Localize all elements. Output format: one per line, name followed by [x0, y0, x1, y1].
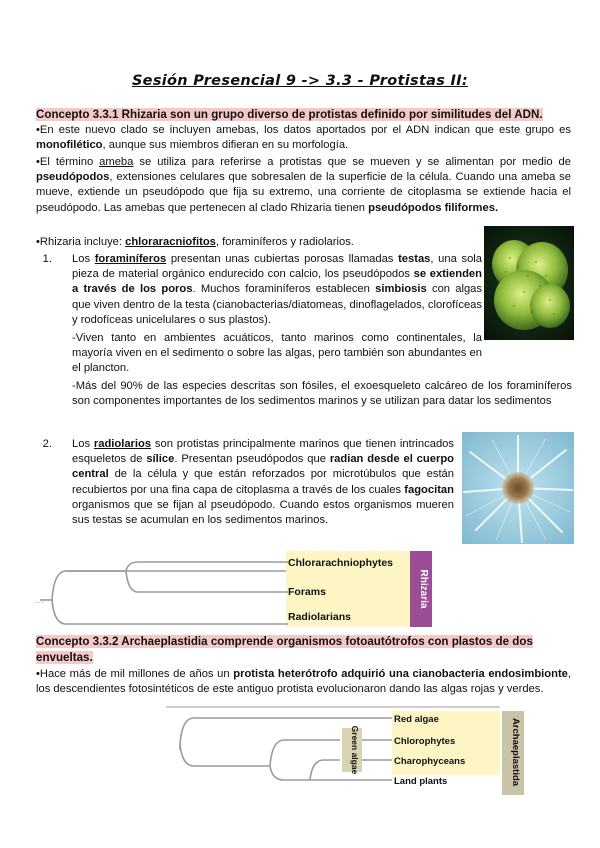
text-bold: radian desde el cuerpo central	[72, 453, 454, 481]
text-run: -Más del 90% de las especies descritas son fósiles, el exoesqueleto calcáreo de los foraminíferos son componentes importantes de los sedimentos marinos y se utilizan para datar los sedimentos	[72, 380, 572, 408]
foraminifera-photo	[484, 226, 574, 340]
text-bold: fagocitan	[404, 483, 454, 496]
text-run: •El término	[36, 156, 100, 168]
concept-2-heading	[36, 634, 571, 665]
list-item-foraminiferos-habitat	[72, 331, 482, 377]
tree2-clade-label: Archaeplastida	[510, 717, 521, 787]
text-run: son protistas principalmente marinos que tienen intrincados esqueletos de	[72, 438, 454, 466]
text-run: •Hace más de mil millones de años un	[36, 668, 234, 680]
list-number-2: 2.	[42, 438, 52, 450]
foraminifera-icon	[484, 226, 574, 340]
archaeplastida-phylogeny-tree	[160, 704, 532, 796]
text-bold: testas	[398, 253, 431, 265]
list-item-radiolarios	[72, 437, 454, 528]
text-run: . Presentan pseudópodos que	[174, 453, 330, 466]
text-bold: pseudópodos filiformes.	[368, 201, 499, 214]
radiolarian-icon	[462, 432, 574, 544]
text-bold: simbiosis	[375, 283, 427, 296]
tree2-taxon-land-plants: Land plants	[394, 776, 448, 787]
list-item-foraminiferos	[72, 252, 482, 328]
tree2-taxon-red-algae: Red algae	[394, 714, 439, 725]
tree1-taxon-radiolarians: Radiolarians	[288, 611, 352, 623]
tree1-taxon-chlorarachniophytes: Chlorarachniophytes	[288, 557, 394, 569]
text-run: •En este nuevo clado se incluyen amebas, los datos aportados por el ADN indican que este grupo es	[36, 124, 571, 136]
list-number-1: 1.	[42, 253, 52, 265]
text-run: se utiliza para referirse a protistas que se mueven y se alimentan por medio de	[133, 156, 571, 168]
text-run: , extensiones celulares que sobresalen de la superficie de la célula. Cuando una ameba se mueve, extiende un pseudópodo que fija su extremo, una corriente de citoplasma se extiende hacia el pseudópodo. Las amebas que pertenecen al clado Rhizaria tienen	[36, 171, 571, 214]
text-bold: pseudópodos	[36, 171, 110, 184]
concept-1-heading-text: Concepto 3.3.1 Rhizaria son un grupo diverso de protistas definido por similitudes del ADN.	[36, 108, 543, 121]
text-run: •Rhizaria incluye:	[36, 236, 126, 248]
tree2-group-label: Green algae	[350, 725, 360, 775]
rhizaria-phylogeny-tree	[30, 549, 440, 629]
page-title: Sesión Presencial 9 -> 3.3 - Protistas II:	[131, 73, 469, 89]
text-run: con algas que viven dentro de la testa (cianobacterias/diatomeas, dinoflagelados, clorofíceas y rodofíceas unicelulares o sus plastos).	[72, 283, 483, 326]
text-run: presentan unas cubiertas porosas llamadas	[166, 253, 399, 265]
text-bold-underlined: foraminíferos	[94, 253, 167, 265]
concept-2-heading-text: Concepto 3.3.2 Archaeplastidia comprende organismos fotoautótrofos con plastos de dos envueltas.	[36, 635, 533, 664]
tree2-taxon-chlorophytes: Chlorophytes	[394, 736, 456, 747]
text-bold-underlined: chloraracniofitos	[125, 236, 216, 248]
tree2-taxon-charophyceans: Charophyceans	[394, 756, 466, 767]
text-run: -Viven tanto en ambientes acuáticos, tanto marinos como continentales, la mayoría viven en el sedimento o sobre las algas, pero también son abundantes en el plancton.	[72, 332, 482, 375]
text-run: , una sola pieza de material orgánico endurecido con calcio, los pseudópodos	[72, 253, 482, 281]
concept-2-paragraph-1	[36, 667, 571, 697]
text-run: de la célula y que están reforzados por microtúbulos que están recubiertos por una fina capa de citoplasma a través de los cuales	[72, 468, 454, 496]
tree1-branches	[40, 562, 288, 624]
text-run: , foraminíferos y radiolarios.	[215, 236, 354, 248]
concept-1-paragraph-3	[36, 235, 456, 250]
tree1-clade-label: Rhizaria	[418, 569, 429, 609]
text-run: Los	[72, 253, 95, 265]
tree1-root-mark: …	[34, 595, 44, 606]
text-bold: protista heterótrofo adquirió una cianobacteria endosimbionte	[233, 668, 568, 680]
text-run: . Muchos foraminíferos establecen	[192, 283, 376, 296]
text-run: organismos que se fijan al pseudópodo. Cuando estos organismos mueren sus testas se acumulan en los sedimentos marinos.	[72, 498, 454, 527]
concept-1-paragraph-1	[36, 123, 571, 153]
text-underlined: ameba	[99, 156, 134, 168]
text-bold: sílice	[146, 453, 175, 466]
text-bold: se extienden a través de los poros	[72, 268, 482, 296]
tree1-taxon-forams: Forams	[288, 586, 326, 598]
text-bold: monofilético	[36, 139, 103, 152]
text-run: , aunque sus miembros difieran en su morfología.	[102, 139, 349, 152]
text-run: , los descendientes fotosintéticos de este antiguo protista evolucionaron dando las algas rojas y verdes.	[36, 668, 571, 696]
text-bold-underlined: radiolarios	[93, 438, 152, 450]
list-item-foraminiferos-fossils	[72, 379, 572, 409]
concept-1-heading	[36, 107, 571, 123]
concept-1-paragraph-2	[36, 155, 571, 216]
text-run: Los	[72, 438, 94, 450]
radiolarian-photo	[462, 432, 574, 544]
